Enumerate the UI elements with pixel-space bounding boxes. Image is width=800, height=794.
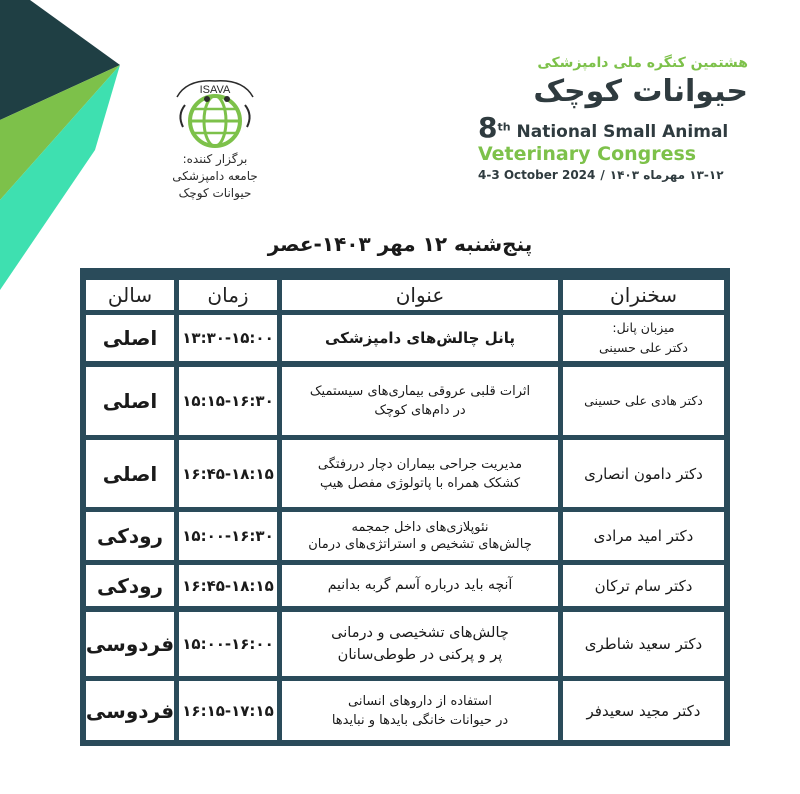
row2-topic-line2: در دام‌های کوچک — [374, 403, 466, 418]
row5-time: ۱۶:۴۵-۱۸:۱۵ — [179, 565, 277, 606]
schedule-table — [80, 268, 730, 746]
row1-speaker-line2: دکتر علی حسینی — [599, 340, 688, 355]
row7-time: ۱۶:۱۵-۱۷:۱۵ — [179, 681, 277, 740]
day-title: پنج‌شنبه ۱۲ مهر ۱۴۰۳-عصر — [267, 232, 533, 256]
congress-date — [478, 168, 748, 182]
row3-topic-line1: مدیریت جراحی بیماران دچار دررفتگی — [317, 456, 523, 472]
row6-speaker: دکتر سعید شاطری — [563, 612, 724, 676]
row6-topic-line1: چالش‌های تشخیصی و درمانی — [331, 625, 509, 641]
congress-en-title1: National Small Animal — [516, 122, 729, 142]
row1-speaker-line1: میزبان پانل: — [612, 320, 675, 335]
row2-speaker: دکتر هادی علی حسینی — [563, 367, 724, 435]
row2-hall: اصلی — [86, 367, 174, 435]
header-hall: سالن — [86, 280, 174, 310]
congress-fa-title: حیوانات کوچک — [533, 74, 748, 109]
row2-topic-line1: اثرات قلبی عروقی بیماری‌های سیستمیک — [309, 384, 531, 399]
row1-topic-line1: پانل چالش‌های دامپزشکی — [324, 329, 516, 347]
row1-time: ۱۳:۳۰-۱۵:۰۰ — [179, 315, 277, 361]
row4-speaker: دکتر امید مرادی — [563, 512, 724, 560]
row4-topic — [282, 512, 558, 560]
header-topic: عنوان — [282, 280, 558, 310]
row3-time: ۱۶:۴۵-۱۸:۱۵ — [179, 440, 277, 507]
row1-speaker — [563, 315, 724, 361]
row6-time: ۱۵:۰۰-۱۶:۰۰ — [179, 612, 277, 676]
congress-en-line1 — [478, 111, 748, 144]
logo-text: ISAVA — [199, 84, 231, 96]
row5-topic-line1: آنچه باید درباره آسم گربه بدانیم — [327, 577, 513, 593]
row6-topic — [282, 612, 558, 676]
header-time: زمان — [179, 280, 277, 310]
row5-speaker: دکتر سام ترکان — [563, 565, 724, 606]
congress-date-separator: / — [600, 168, 605, 182]
row5-topic — [282, 565, 558, 606]
globe-logo-icon — [167, 75, 263, 149]
row4-topic-line2: چالش‌های تشخیص و استراتژی‌های درمان — [308, 537, 532, 552]
congress-number-suffix: th — [497, 120, 511, 134]
row2-topic — [282, 367, 558, 435]
row3-topic — [282, 440, 558, 507]
row1-topic — [282, 315, 558, 361]
row4-time: ۱۵:۰۰-۱۶:۳۰ — [179, 512, 277, 560]
row7-topic-line1: استفاده از داروهای انسانی — [347, 693, 493, 709]
row1-hall: اصلی — [86, 315, 174, 361]
organizer-name-line1: جامعه دامپزشکی — [172, 169, 258, 183]
header-speaker: سخنران — [563, 280, 724, 310]
row7-speaker: دکتر مجید سعیدفر — [563, 681, 724, 740]
congress-en-title2: Veterinary Congress — [478, 143, 697, 165]
row3-topic-line2: کشکک همراه با پاتولوژی مفصل هیپ — [319, 475, 521, 491]
congress-date-en: 4-3 October 2024 — [478, 168, 596, 182]
congress-date-fa: ۱۳-۱۲ مهرماه ۱۴۰۳ — [609, 168, 724, 182]
organizer-label: برگزار کننده: — [182, 152, 248, 166]
row2-time: ۱۵:۱۵-۱۶:۳۰ — [179, 367, 277, 435]
organizer-logo — [160, 75, 270, 210]
row7-hall: فردوسی — [86, 681, 174, 740]
organizer-name-line2: حیوانات کوچک — [178, 186, 252, 200]
row4-hall: رودکی — [86, 512, 174, 560]
row3-hall: اصلی — [86, 440, 174, 507]
row7-topic-line2: در حیوانات خانگی بایدها و نبایدها — [331, 712, 509, 728]
row4-topic-line1: نئوپلازی‌های داخل جمجمه — [351, 520, 489, 535]
congress-fa-subtitle: هشتمین کنگره ملی دامپزشکی — [537, 55, 748, 71]
row6-topic-line2: پر و پرکنی در طوطی‌سانان — [337, 647, 503, 663]
congress-header — [478, 55, 748, 182]
row3-speaker: دکتر دامون انصاری — [563, 440, 724, 507]
congress-number: 8 — [478, 111, 498, 144]
row7-topic — [282, 681, 558, 740]
row6-hall: فردوسی — [86, 612, 174, 676]
row5-hall: رودکی — [86, 565, 174, 606]
